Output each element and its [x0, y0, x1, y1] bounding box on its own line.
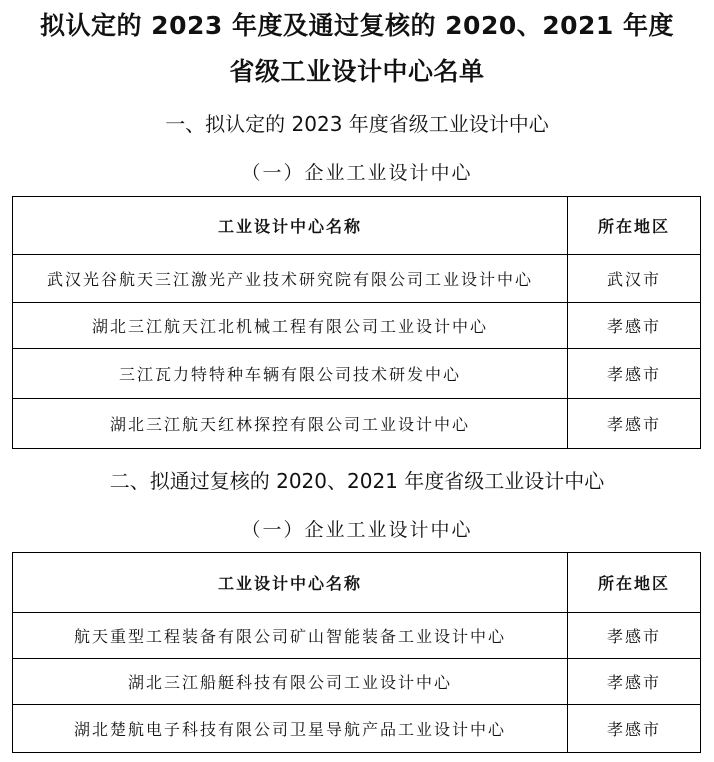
table-row — [13, 255, 701, 303]
table-header-row — [13, 553, 701, 613]
table-row — [13, 659, 701, 705]
table-row — [13, 705, 701, 753]
section-1-subheading: （一）企业工业设计中心 — [241, 162, 473, 184]
section-1-table — [12, 196, 701, 449]
cell-area: 孝感市 — [568, 349, 701, 399]
cell-area: 孝感市 — [568, 399, 701, 449]
section-2-subheading: （一）企业工业设计中心 — [241, 519, 473, 541]
table-header-row — [13, 197, 701, 255]
cell-center-name: 湖北三江船艇科技有限公司工业设计中心 — [13, 659, 568, 705]
cell-center-name: 湖北三江航天红林探控有限公司工业设计中心 — [13, 399, 568, 449]
cell-center-name: 三江瓦力特特种车辆有限公司技术研发中心 — [13, 349, 568, 399]
cell-area: 孝感市 — [568, 613, 701, 659]
section-2-heading: 二、拟通过复核的 2020、2021 年度省级工业设计中心 — [109, 469, 605, 493]
table-row — [13, 349, 701, 399]
column-header-name: 工业设计中心名称 — [13, 553, 568, 613]
table-row — [13, 399, 701, 449]
cell-center-name: 航天重型工程装备有限公司矿山智能装备工业设计中心 — [13, 613, 568, 659]
table-row — [13, 303, 701, 349]
table-row — [13, 613, 701, 659]
cell-center-name: 湖北楚航电子科技有限公司卫星导航产品工业设计中心 — [13, 705, 568, 753]
column-header-area: 所在地区 — [568, 197, 701, 255]
column-header-area: 所在地区 — [568, 553, 701, 613]
section-1-heading: 一、拟认定的 2023 年度省级工业设计中心 — [165, 112, 549, 136]
cell-area: 孝感市 — [568, 659, 701, 705]
cell-area: 孝感市 — [568, 303, 701, 349]
document-title-line-1: 拟认定的 2023 年度及通过复核的 2020、2021 年度 — [39, 11, 675, 40]
cell-center-name: 武汉光谷航天三江激光产业技术研究院有限公司工业设计中心 — [13, 255, 568, 303]
cell-area: 孝感市 — [568, 705, 701, 753]
cell-area: 武汉市 — [568, 255, 701, 303]
cell-center-name: 湖北三江航天江北机械工程有限公司工业设计中心 — [13, 303, 568, 349]
column-header-name: 工业设计中心名称 — [13, 197, 568, 255]
document-title-line-2: 省级工业设计中心名单 — [229, 57, 485, 86]
section-2-table — [12, 552, 701, 753]
